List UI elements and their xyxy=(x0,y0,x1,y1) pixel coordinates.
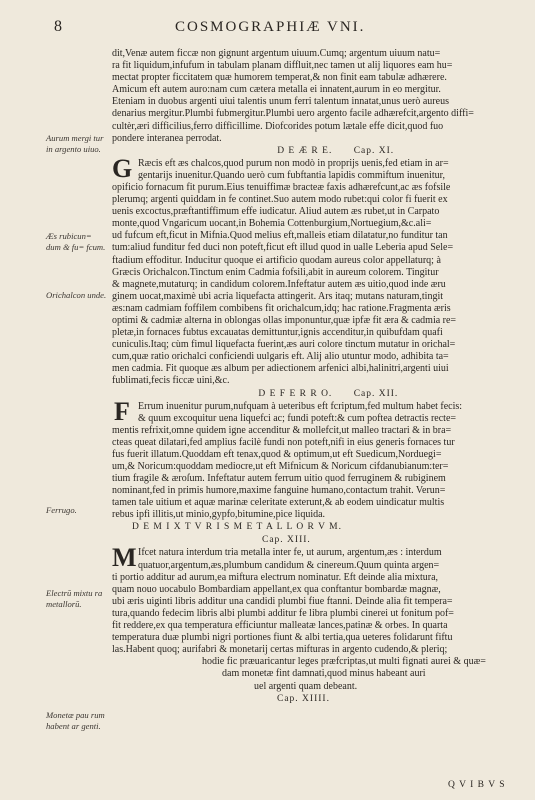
margin-note-electrum: Electrū mixtu ra metallorū. xyxy=(46,588,103,609)
text-line: nominant,fed in primis humore,maxime fanguine humano,contactum trahit. Verun= xyxy=(112,485,446,497)
margin-note-orichalcon: Orichalcon unde. xyxy=(46,290,107,300)
text-line: Græcis Orichalcon.Tinctum enim Cadmia fofsili,abit in aureum colorem. Tingitur xyxy=(112,266,439,278)
text-line: ti portio additur ad aurum,ea miftura electrum nominatur. Eft deinde alia mixtura, xyxy=(112,571,439,583)
text-line: cum,quæ ratio orichalci conficiendi uulgaris eft. Alij alio utuntur modo, adhibita ta= xyxy=(112,351,449,363)
chapter-number-next xyxy=(112,693,504,706)
text-line: opificio fornacum fit purum.Eius tenuiffimæ bracteæ faxis adhærefcunt,ac æs fofsile xyxy=(112,181,451,193)
text-line: um,& Noricum:quoddam mediocre,ut eft Mifnicum & Noricum cifdanubianum:ter= xyxy=(112,461,449,472)
text-line: las.Habent quoq; aurifabri & monetarij certas mifturas in argento cudendo,& pleriq; xyxy=(112,644,448,656)
text-line: Eteniam in duobus argenti uiui talentis unum ferri talentum innatat,unus uerò aureus xyxy=(112,96,449,108)
margin-note-aurum: Aurum mergi tur in argento uiuo. xyxy=(46,133,104,154)
margin-note-aes: Æs rubicun= dum & fu= fcum. xyxy=(46,231,106,252)
text-line: optimi & cadmiæ alterna in oblongas ollas imponuntur,quæ ipfæ fit æra & cadmia re= xyxy=(112,314,457,326)
text-line: & magnete,mutaturq; in candidum colorem.Infeftatur autem æs uitio,quod inde æru xyxy=(112,278,446,290)
text-line: uenis excoctus,præftantiffimum effe iudicatur. Aliud autem æs rubet,ut in Carpato xyxy=(112,206,440,218)
text-line: temperatura duæ plumbi nigri portiones fiunt & albi tertia,qua ueteres folidarunt fiftu xyxy=(112,632,453,644)
text-line: quatuor,argentum,æs,plumbum candidum & cinereum.Quum quinta argen= xyxy=(138,559,440,571)
chapter-number: Cap. XIIII. xyxy=(277,693,330,704)
page-number: 8 xyxy=(54,18,62,35)
text-line: gentarijs inuenitur.Quando uerò cum fubftantia lapidis commiftum inuenitur, xyxy=(138,169,446,181)
catchword: Q V I B V S xyxy=(448,780,506,790)
section-title: D E Æ R E. xyxy=(277,145,333,156)
section-heading-ferro xyxy=(112,388,504,401)
text-line: plerumq; argenti quiddam in fe continet.Suo autem modo rubet:qui color fi fuerit ex xyxy=(112,194,448,206)
margin-note-ferrugo: Ferrugo. xyxy=(46,505,77,515)
section-heading-mixturis xyxy=(112,521,504,534)
section-body-ferro xyxy=(112,396,504,522)
margin-note-moneta: Monetæ pau rum habent ar genti. xyxy=(46,710,105,731)
text-line: ud fufcum eft,ficut in Mifnia.Quod melius eft,malleis etiam dilatatur,no funditur tan xyxy=(112,230,448,242)
text-line: ftadium effoditur. Inducitur quoque ei artificio quodam aureus color appellaturq; à xyxy=(112,254,441,266)
section-title: D E M I X T V R I S M E T A L L O R V M. xyxy=(132,522,342,533)
text-line: fit reddere,ex qua temperatura efficiuntur malleatæ lances,patinæ & orbes. In quarta xyxy=(112,620,448,632)
drop-capital: M xyxy=(112,543,137,573)
text-line: dam monetæ fint damnati,quod minus habeant auri xyxy=(222,668,426,680)
text-line: denarius mergitur.Plumbi fubmergitur.Plumbi uero argento facile adhærefcit,argento diffi= xyxy=(112,108,474,120)
text-line: ra fit liquidum,infufum in tabulam planam diffluit,nec tamen ut alij liquores eam hu= xyxy=(112,60,453,72)
intro-paragraph xyxy=(112,48,504,145)
section-heading-aere xyxy=(112,145,504,158)
running-head: COSMOGRAPHIÆ VNI. xyxy=(175,19,366,35)
text-line: uel argenti quam debeant. xyxy=(254,680,358,692)
text-line: ginem uocat,maximè ubi acria liquefacta attingerit. Ars itaq; mutans naturam,tingit xyxy=(112,290,444,302)
chapter-number-mixturis xyxy=(112,534,504,547)
text-line: Errum inuenitur purum,nufquam à ueteribus eft fcriptum,fed multum habet fecis: xyxy=(138,400,463,412)
page-header xyxy=(0,14,535,40)
drop-capital: F xyxy=(114,396,130,426)
text-line: pondere interanea perrodat. xyxy=(112,132,222,144)
text-line: tum:aliud funditur fed duci non poteft,ficut eft illud quod in ualle Leberia apud Sele= xyxy=(112,242,454,254)
chapter-number: Cap. XI. xyxy=(353,145,395,156)
text-line: dit,Venæ autem ficcæ non gignunt argentum uiuum.Cumq; argentum uiuum natu= xyxy=(112,48,441,59)
text-line: cteas queat dilatari,fed amplius facilè fundi non poteft,nifi in eius generis fornaces tur xyxy=(112,436,455,448)
text-line: men cadmia. Fit quoque æs album per adiectionem arfenici albi,halinitri,argenti uiui xyxy=(112,363,449,375)
section-body-aere xyxy=(112,153,504,388)
text-line: æs:nam cadmiam foffilem combibens fit orichalcum,idq; hac ratione.Fragmenta æris xyxy=(112,302,451,314)
text-line: monte,quod Vngaricum uocant,in Bohemia Cottenburgium,Nortuegium,&c.ali= xyxy=(112,218,432,230)
text-line: & quum excoquitur uena liquefci ac; fundi poteft:& cum poftea detractis recte= xyxy=(138,412,457,424)
section-title: D E F E R R O. xyxy=(258,388,333,399)
text-line: mectat propter ficcitatem quæ humorem temperat,& non finit eam tabulæ adhærere. xyxy=(112,72,447,84)
text-line: Ræcis eft æs chalcos,quod purum non modò in proprijs uenis,fed etiam in ar= xyxy=(138,157,449,169)
text-line: tium fragile & æroſum. Infeftatur autem ferrum uitio quod ferruginem & rubiginem xyxy=(112,473,446,485)
text-line: cultèr,æri difficilius,ferro difficillime. Diofcorides potum lætale effe dicit,quod fuo xyxy=(112,120,444,132)
text-line: tamen tale uitium et aquæ marinæ celeritate exterunt,& ab eodem uindicatur multis xyxy=(112,497,445,509)
text-line: cuniculis.Itaq; cùm fimul liquefacta fuerint,æs auri colore tinctum mutatur in orichal= xyxy=(112,339,456,351)
text-line: fublimati,fecis ficcæ uini,&c. xyxy=(112,375,230,387)
drop-capital: G xyxy=(112,153,133,183)
chapter-number: Cap. XIII. xyxy=(262,535,311,546)
text-line: Ifcet natura interdum tria metalla inter fe, ut aurum, argentum,æs : interdum xyxy=(138,547,442,559)
text-line: tura,quando fedecim libris albi plumbi additur fe libra plumbi cinerei ut fonitum pof= xyxy=(112,607,454,619)
text-line: hodie fic præuaricantur leges præfcriptas,ut multi fignati aurei & quæ= xyxy=(202,656,486,668)
text-line: pletæ,in fornaces fubtus excauatas demittuntur,ignis accenditur,in quibufdam quafi xyxy=(112,327,443,339)
section-body-mixturis xyxy=(112,543,504,692)
text-line: ubi æris uiginti libris additur una candidi plumbi fiue ftanni. Deinde alia fit tempera= xyxy=(112,595,453,607)
text-line: quam nouo uocabulo Bombardiam appellant,ex qua conftantur bombardæ magnæ, xyxy=(112,583,441,595)
text-line: rebus ipfi illitis,ut minio,gypfo,bitumine,pice liquida. xyxy=(112,509,326,521)
text-line: Amicum eft autem auro:nam cum cætera metalla ei innatent,aurum in eo mergitur. xyxy=(112,84,441,96)
text-body xyxy=(112,48,504,706)
chapter-number: Cap. XII. xyxy=(353,388,399,399)
text-line: mentis refrixit,omne quidem igne accenditur & mollefcit,ut malleo tractari & in bra= xyxy=(112,424,452,436)
text-line: fus fuerit illatum.Quoddam eft tenax,quod & optimum,ut eft Suedicum,Norduegi= xyxy=(112,448,442,460)
